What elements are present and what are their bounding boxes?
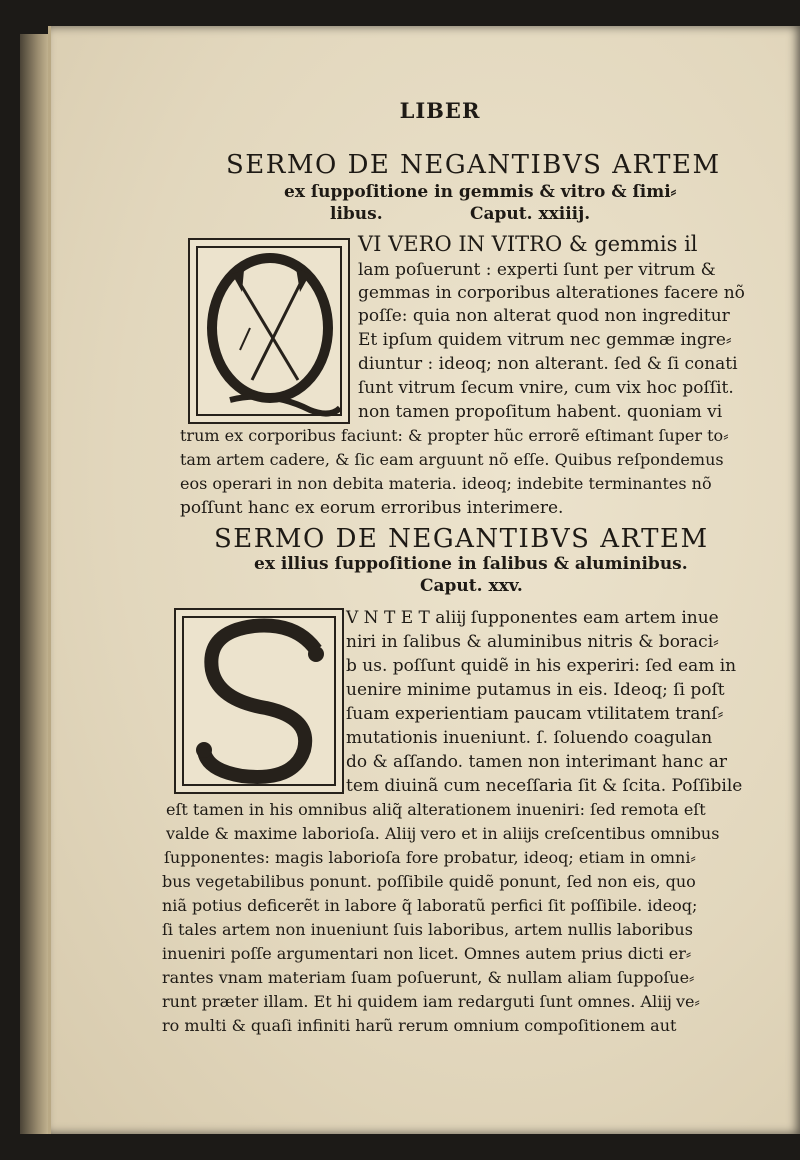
text-line: ſi tales artem non inueniunt ſuis laboribus, artem nullis laboribus	[162, 920, 693, 939]
initial-q-illustration	[190, 240, 348, 422]
text-line: ro multi & quaſi infiniti harũ rerum omnium compoſitionem aut	[162, 1016, 677, 1035]
text-line: eos operari in non debita materia. ideoq; indebite terminantes nõ	[180, 474, 712, 493]
text-line: Et ipſum quidem vitrum nec gemmæ ingre⸗	[358, 330, 732, 350]
page-fore-edge	[20, 34, 50, 1134]
text-line: tem diuinã cum neceſſaria ſit & ſcita. Poſſibile	[346, 776, 743, 796]
text-line: uenire minime putamus in eis. Ideoq; ſi poſt	[346, 680, 725, 700]
chapter-subheading: ex ſuppoſitione in gemmis & vitro & ſimi⸗	[284, 182, 677, 202]
text-line: diuntur : ideoq; non alterant. ſed & ſi conati	[358, 354, 738, 374]
text-line: b us. poſſunt quidẽ in his experiri: ſed eam in	[346, 656, 737, 676]
text-line: trum ex corporibus faciunt: & propter hũc errorẽ eſtimant ſuper to⸗	[180, 426, 729, 445]
text-line: mutationis inueniunt. ſ. ſoluendo coagulan	[346, 728, 713, 748]
text-line: VI VERO IN VITRO & gemmis il	[358, 232, 698, 256]
text-line: rantes vnam materiam ſuam poſuerunt, & nullam aliam ſuppoſue⸗	[162, 968, 695, 987]
decorated-initial-s	[174, 608, 344, 794]
text-line: do & aſſando. tamen non interimant hanc ar	[346, 752, 728, 772]
text-line: gemmas in corporibus alterationes facere nõ	[358, 283, 745, 303]
text-line: ſuam experientiam paucam vtilitatem tranſ⸗	[346, 704, 724, 724]
chapter-subheading-cont: libus.	[330, 204, 383, 224]
text-line: ſupponentes: magis laborioſa fore probatur, ideoq; etiam in omni⸗	[164, 848, 696, 867]
text-line: runt præter illam. Et hi quidem iam redarguti ſunt omnes. Aliĳ ve⸗	[162, 992, 700, 1011]
text-line: poſſe: quia non alterat quod non ingreditur	[358, 306, 730, 326]
running-title: LIBER	[399, 98, 481, 123]
chapter-number: Caput. xxv.	[420, 576, 523, 596]
text-line: V N T E T aliĳ ſupponentes eam artem inue	[346, 608, 719, 628]
chapter-subheading: ex illius ſuppoſitione in ſalibus & aluminibus.	[254, 554, 688, 574]
text-line: inueniri poſſe argumentari non licet. Omnes autem prius dicti er⸗	[162, 944, 692, 963]
text-line: niã potius deficerẽt in labore q̃ laboratũ perfici ſit poſſibile. ideoq;	[162, 896, 698, 915]
text-line: tam artem cadere, & ſic eam arguunt nõ eſſe. Quibus reſpondemus	[180, 450, 724, 469]
chapter-heading: SERMO DE NEGANTIBVS ARTEM	[226, 150, 721, 180]
text-line: niri in ſalibus & aluminibus nitris & boraci⸗	[346, 632, 719, 652]
text-line: non tamen propoſitum habent. quoniam vi	[358, 402, 723, 422]
text-line: ſunt vitrum ſecum vnire, cum vix hoc poſſit.	[358, 378, 734, 398]
text-line: lam poſuerunt : experti ſunt per vitrum &	[358, 260, 716, 280]
text-line: valde & maxime laborioſa. Aliĳ vero et in aliĳs creſcentibus omnibus	[166, 824, 720, 843]
text-line: poſſunt hanc ex eorum erroribus interimere.	[180, 498, 564, 518]
text-line: eſt tamen in his omnibus aliq̃ alterationem inueniri: ſed remota eſt	[166, 800, 706, 819]
text-line: bus vegetabilibus ponunt. poſſibile quidẽ ponunt, ſed non eis, quo	[162, 872, 696, 891]
decorated-initial-q	[188, 238, 350, 424]
initial-s-illustration	[176, 610, 342, 792]
chapter-heading: SERMO DE NEGANTIBVS ARTEM	[214, 524, 709, 554]
chapter-number: Caput. xxiiij.	[470, 204, 591, 224]
